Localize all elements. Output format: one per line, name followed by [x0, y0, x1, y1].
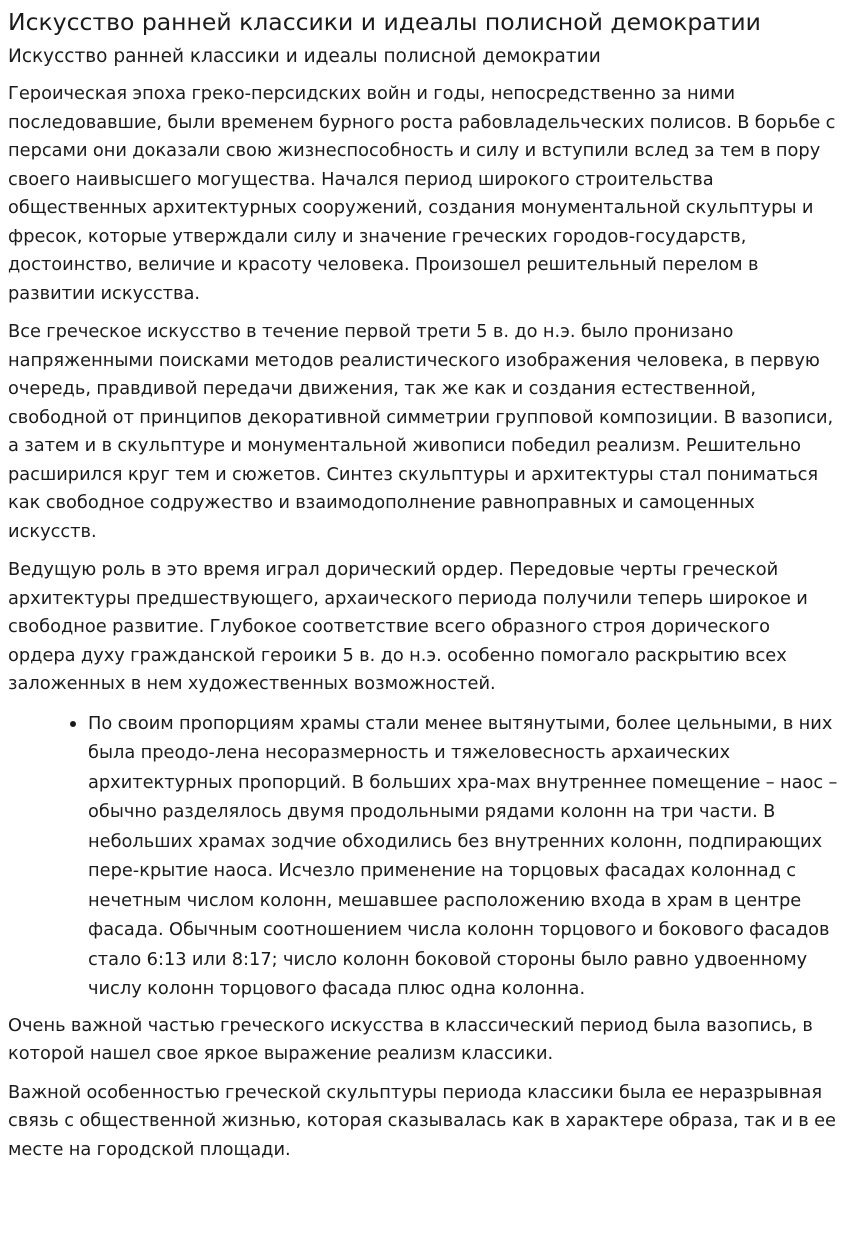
bullet-icon: [70, 721, 76, 727]
page-subtitle: Искусство ранней классики и идеалы полисной демократии: [8, 46, 601, 67]
paragraph-sculpture: Важной особенностью греческой скульптуры периода классики была ее неразрывная связь с общественной жизнью, которая сказывалась как в характере образа, так и в ее месте на городской площади.: [8, 1081, 836, 1160]
list-item-text: По своим пропорциям храмы стали менее вытянутыми, более цельными, в них была преодо-лена несоразмерность и тяжеловесность архаических архитектурных пропорций. В больших хра-мах внутреннее помещение – наос – обычно разделялось двумя продольными рядами колонн на три части. В небольших храмах зодчие обходились без внутренних колонн, подпирающих пере-крытие наоса. Исчезло применение на торцовых фасадах колоннад с нечетным числом колонн, мешавшее расположению входа в храм в центре фасада. Обычным соотношением числа колонн торцового и бокового фасадов стало 6:13 или 8:17; число колонн боковой стороны было равно удвоенному числу колонн торцового фасада плюс одна колонна.: [88, 712, 838, 999]
page-title: Искусство ранней классики и идеалы полисной демократии: [8, 8, 761, 36]
paragraph-doric-order: Ведущую роль в это время играл дорический ордер. Передовые черты греческой архитектуры предшествующего, архаического периода получили теперь широкое и свободное развитие. Глубокое соответствие всего образного строя дорического ордера духу гражданской героики 5 в. до н.э. особенно помогало раскрытию всех заложенных в нем художественных возможностей.: [8, 559, 808, 694]
list-item: [88, 709, 839, 1004]
bullet-list: [8, 709, 839, 1004]
paragraph-vase-painting: Очень важной частью греческого искусства в классический период была вазопись, в которой нашел свое яркое выражение реализм классики.: [8, 1014, 813, 1064]
paragraph-intro: Героическая эпоха греко-персидских войн и годы, непосредственно за ними последовавшие, были временем бурного роста рабовладельческих полисов. В борьбе с персами они доказали свою жизнеспособность и силу и вступили вслед за тем в пору своего наивысшего могущества. Начался период широкого строительства общественных архитектурных сооружений, создания монументальной скульптуры и фресок, которые утверждали силу и значение греческих городов-государств, достоинство, величие и красоту человека. Произошел решительный перелом в развитии искусства.: [8, 83, 836, 304]
paragraph-realism: Все греческое искусство в течение первой трети 5 в. до н.э. было пронизано напряженными поисками методов реалистического изображения человека, в первую очередь, правдивой передачи движения, так же как и создания естественной, свободной от принципов декоративной симметрии групповой композиции. В вазописи, а затем и в скульптуре и монументальной живописи победил реализм. Решительно расширился круг тем и сюжетов. Синтез скульптуры и архитектуры стал пониматься как свободное содружество и взаимодополнение равноправных и самоценных искусств.: [8, 321, 834, 542]
